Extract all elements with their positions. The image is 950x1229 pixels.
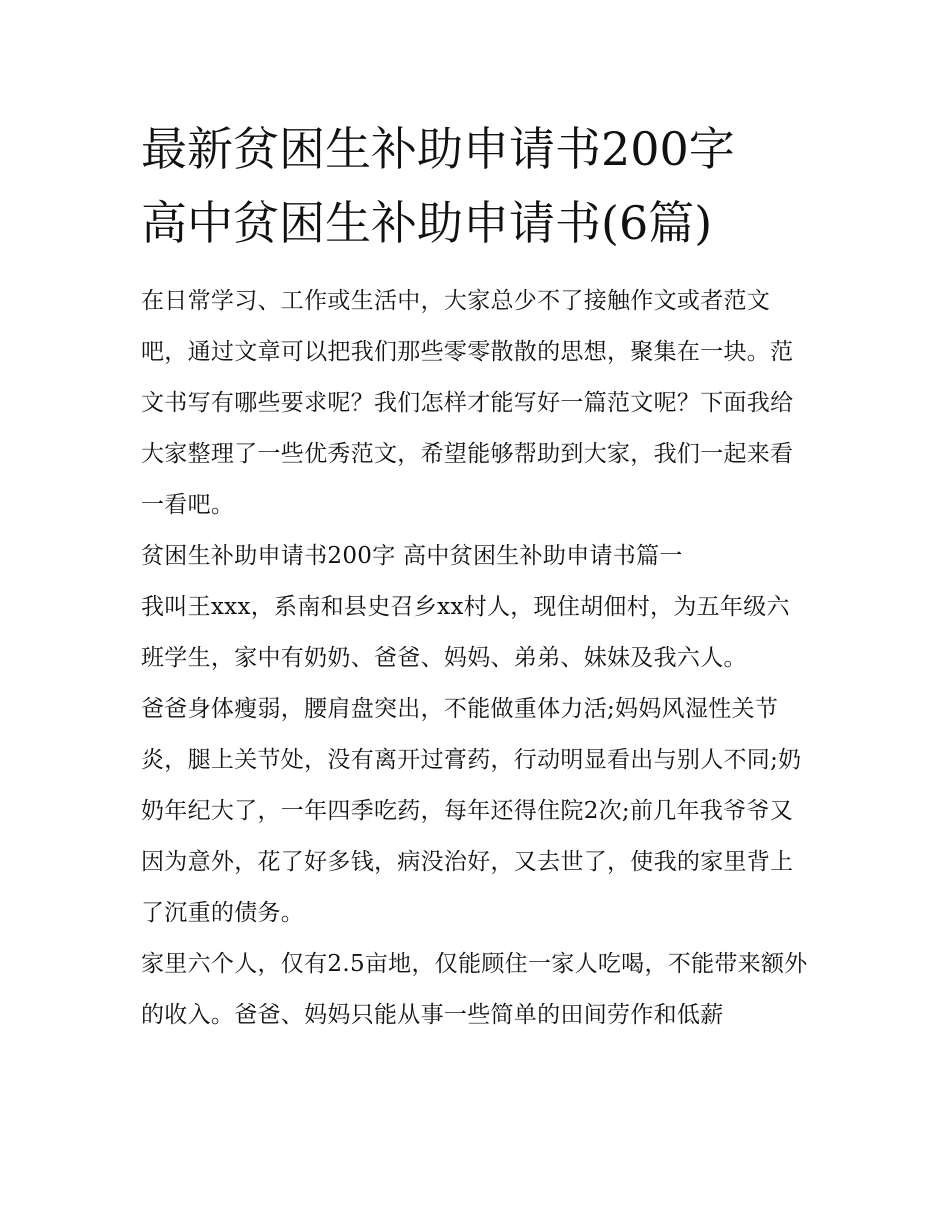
- document-body: [141, 112, 813, 1041]
- document-title: [141, 112, 813, 260]
- body-paragraph-3: 家里六个人，仅有2.5亩地，仅能顾住一家人吃喝，不能带来额外的收入。爸爸、妈妈只能从事一些简单的田间劳作和低薪: [141, 951, 808, 1028]
- body-paragraph-1: 我叫王xxx，系南和县史召乡xx村人，现住胡佃村，为五年级六班学生，家中有奶奶、爸爸、妈妈、弟弟、妹妹及我六人。: [141, 594, 790, 671]
- title-line-1: 最新贫困生补助申请书200字: [141, 122, 735, 176]
- body-paragraph-2: 爸爸身体瘦弱，腰肩盘突出，不能做重体力活;妈妈风湿性关节炎，腿上关节处，没有离开过膏药，行动明显看出与别人不同;奶奶年纪大了，一年四季吃药，每年还得住院2次;前几年我爷爷又因为意外，花了好多钱，病没治好，又去世了，使我的家里背上了沉重的债务。: [141, 696, 802, 926]
- intro-paragraph: 在日常学习、工作或生活中，大家总少不了接触作文或者范文吧，通过文章可以把我们那些零零散散的思想，聚集在一块。范文书写有哪些要求呢？我们怎样才能写好一篇范文呢？下面我给大家整理了一些优秀范文，希望能够帮助到大家，我们一起来看一看吧。: [141, 288, 794, 518]
- section-heading: 贫困生补助申请书200字 高中贫困生补助申请书篇一: [141, 543, 683, 569]
- title-line-2: 高中贫困生补助申请书(6篇): [141, 196, 713, 250]
